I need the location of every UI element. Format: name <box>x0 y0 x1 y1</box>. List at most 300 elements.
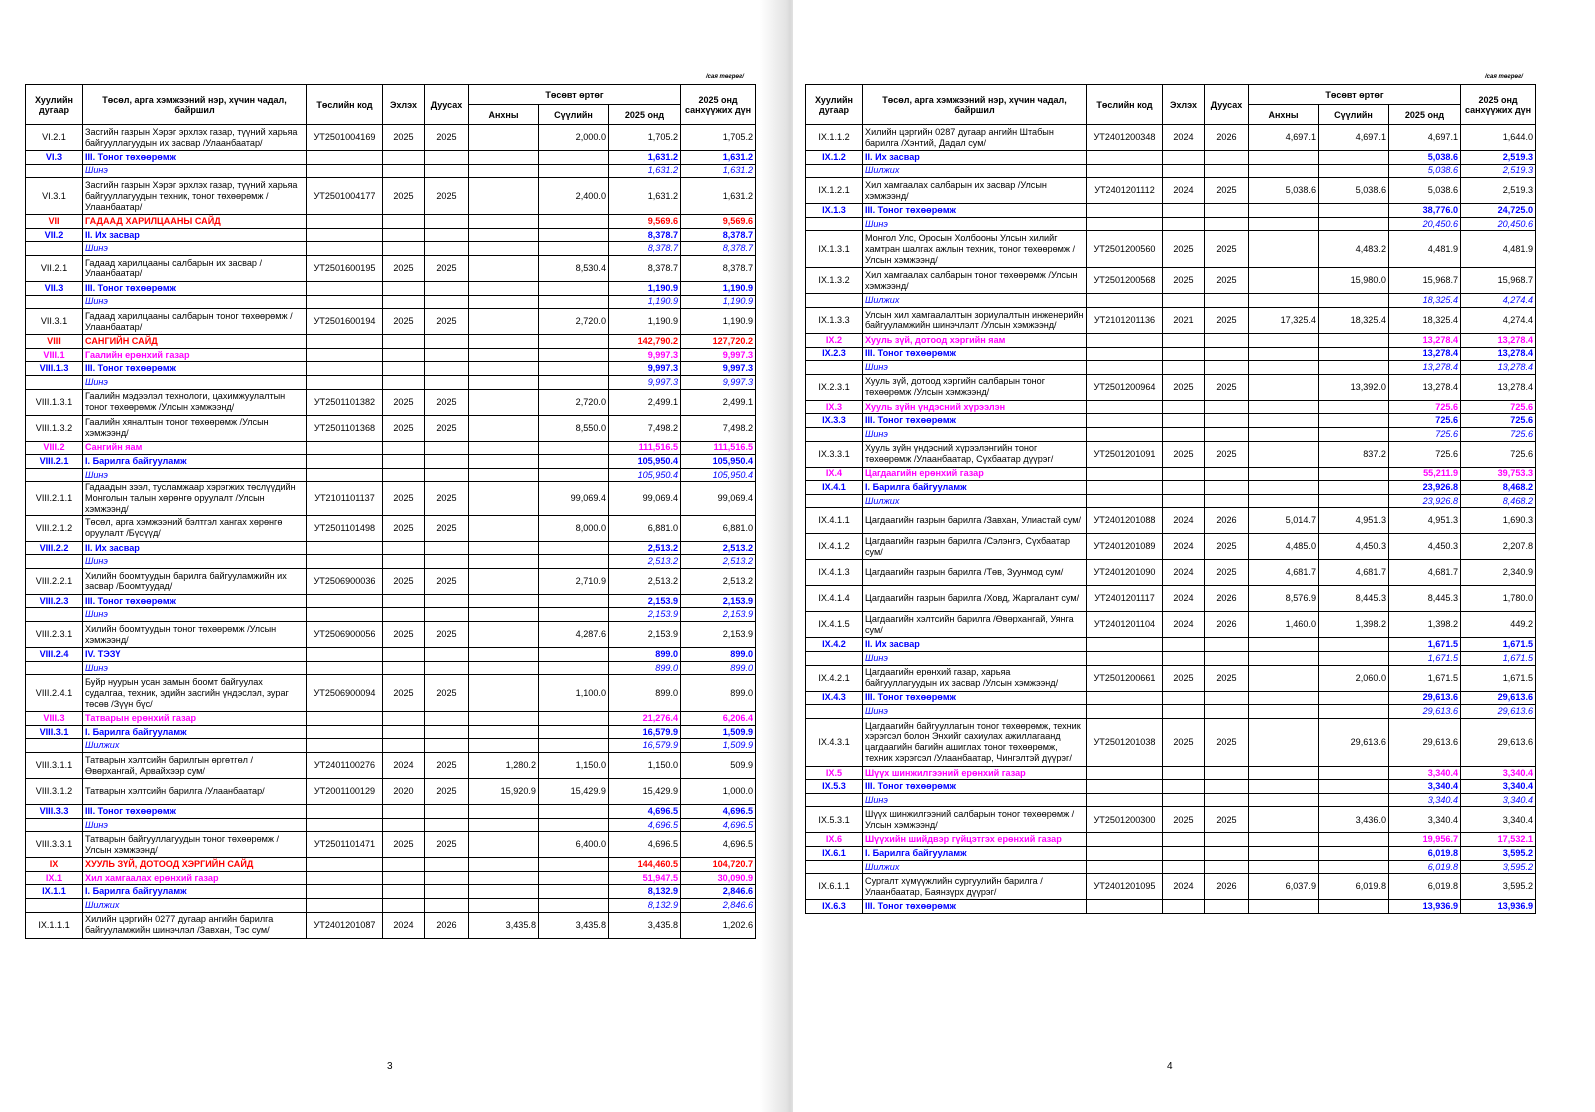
law-number-cell: VIII.2.1.1 <box>26 482 83 515</box>
cost-2025-cell: 23,926.8 <box>1389 494 1461 508</box>
budget-table-right <box>805 84 1536 914</box>
revised-cost-cell: 18,325.4 <box>1319 307 1389 333</box>
start-year-cell <box>383 335 425 349</box>
project-name-cell: Шинэ <box>863 427 1087 441</box>
revised-cost-cell <box>539 899 609 913</box>
project-code-cell <box>307 228 383 242</box>
project-name-cell: II. Их засвар <box>863 151 1087 165</box>
cost-2025-cell: 13,278.4 <box>1389 333 1461 347</box>
start-year-cell: 2025 <box>383 622 425 648</box>
law-number-cell <box>806 651 863 665</box>
cost-2025-cell: 1,705.2 <box>609 125 681 151</box>
revised-cost-cell <box>539 871 609 885</box>
end-year-cell: 2025 <box>425 415 469 441</box>
start-year-cell <box>1163 204 1205 218</box>
project-name-cell: II. Их засвар <box>863 638 1087 652</box>
start-year-cell: 2025 <box>1163 374 1205 400</box>
start-year-cell <box>383 362 425 376</box>
start-year-cell <box>1163 793 1205 807</box>
start-year-cell <box>383 805 425 819</box>
funding-2025-cell: 899.0 <box>681 675 756 712</box>
start-year-cell: 2024 <box>1163 178 1205 204</box>
cost-2025-cell: 13,278.4 <box>1389 347 1461 361</box>
project-code-cell <box>307 871 383 885</box>
project-name-cell: III. Тоног төхөөрөмж <box>863 691 1087 705</box>
project-row <box>806 807 1536 833</box>
revised-cost-cell: 1,100.0 <box>539 675 609 712</box>
header-end-year: Дуусах <box>425 85 469 125</box>
project-code-cell: УТ2401201117 <box>1087 586 1163 612</box>
subtotal-row <box>806 793 1536 807</box>
subtotal-row <box>806 217 1536 231</box>
group-row <box>26 348 756 362</box>
project-name-cell: Хил хамгаалах салбарын их засвар /Улсын хэмжээнд/ <box>863 178 1087 204</box>
law-number-cell: IX <box>26 858 83 872</box>
project-code-cell <box>1087 847 1163 861</box>
end-year-cell <box>1205 847 1249 861</box>
revised-cost-cell <box>539 805 609 819</box>
cost-2025-cell: 4,696.5 <box>609 832 681 858</box>
project-row <box>806 534 1536 560</box>
project-code-cell: УТ2001100129 <box>307 779 383 805</box>
start-year-cell <box>383 541 425 555</box>
law-number-cell <box>26 608 83 622</box>
funding-2025-cell: 17,532.1 <box>1461 833 1536 847</box>
cost-2025-cell: 2,153.9 <box>609 608 681 622</box>
end-year-cell: 2025 <box>1205 665 1249 691</box>
header-revised: Сүүлийн <box>1319 105 1389 125</box>
initial-cost-cell <box>1249 294 1319 308</box>
project-name-cell: Гадаад харилцааны салбарын их засвар /Улаанбаатар/ <box>83 255 307 281</box>
header-law-number: Хуулийн дугаар <box>806 85 863 125</box>
cost-2025-cell: 105,950.4 <box>609 455 681 469</box>
project-row <box>806 508 1536 534</box>
law-number-cell: IX.4.2 <box>806 638 863 652</box>
project-name-cell: Гадаадын зээл, тусламжаар хэрэгжих төслүүдийн Монголын талын хөрөнгө оруулалт /Улсын хэмжээнд/ <box>83 482 307 515</box>
end-year-cell: 2026 <box>1205 874 1249 900</box>
law-number-cell: IX.3 <box>806 400 863 414</box>
end-year-cell: 2025 <box>425 309 469 335</box>
start-year-cell <box>1163 638 1205 652</box>
project-name-cell: Улсын хил хамгаалалтын зориулалтын инженерийн байгууламжийн шинэчлэлт /Улсын хэмжээнд/ <box>863 307 1087 333</box>
initial-cost-cell <box>469 555 539 569</box>
law-number-cell: VIII.2.2.1 <box>26 568 83 594</box>
initial-cost-cell <box>469 335 539 349</box>
cost-2025-cell: 29,613.6 <box>1389 691 1461 705</box>
revised-cost-cell <box>1319 638 1389 652</box>
funding-2025-cell: 725.6 <box>1461 414 1536 428</box>
funding-2025-cell: 105,950.4 <box>681 468 756 482</box>
law-number-cell: IX.3.3 <box>806 414 863 428</box>
revised-cost-cell <box>1319 414 1389 428</box>
revised-cost-cell <box>1319 204 1389 218</box>
cost-2025-cell: 1,631.2 <box>609 164 681 178</box>
group-row <box>26 281 756 295</box>
group-row <box>806 833 1536 847</box>
revised-cost-cell <box>539 712 609 726</box>
group-row <box>26 455 756 469</box>
start-year-cell <box>383 739 425 753</box>
project-code-cell <box>1087 400 1163 414</box>
end-year-cell <box>1205 494 1249 508</box>
cost-2025-cell: 18,325.4 <box>1389 294 1461 308</box>
project-code-cell <box>1087 780 1163 794</box>
cost-2025-cell: 20,450.6 <box>1389 217 1461 231</box>
end-year-cell <box>425 335 469 349</box>
law-number-cell <box>26 899 83 913</box>
end-year-cell <box>1205 793 1249 807</box>
end-year-cell <box>1205 400 1249 414</box>
funding-2025-cell: 9,569.6 <box>681 215 756 229</box>
cost-2025-cell: 29,613.6 <box>1389 718 1461 766</box>
funding-2025-cell: 30,090.9 <box>681 871 756 885</box>
initial-cost-cell <box>1249 481 1319 495</box>
law-number-cell: VIII.2.4 <box>26 648 83 662</box>
end-year-cell <box>425 608 469 622</box>
initial-cost-cell <box>1249 467 1319 481</box>
revised-cost-cell: 2,720.0 <box>539 389 609 415</box>
cost-2025-cell: 21,276.4 <box>609 712 681 726</box>
revised-cost-cell: 837.2 <box>1319 441 1389 467</box>
revised-cost-cell: 29,613.6 <box>1319 718 1389 766</box>
start-year-cell <box>1163 847 1205 861</box>
project-code-cell: УТ2501101382 <box>307 389 383 415</box>
project-row <box>806 665 1536 691</box>
law-number-cell <box>806 361 863 375</box>
project-code-cell <box>1087 164 1163 178</box>
funding-2025-cell: 1,671.5 <box>1461 651 1536 665</box>
cost-2025-cell: 15,429.9 <box>609 779 681 805</box>
law-number-cell: VIII.2.4.1 <box>26 675 83 712</box>
project-row <box>806 231 1536 268</box>
end-year-cell <box>1205 361 1249 375</box>
funding-2025-cell: 509.9 <box>681 753 756 779</box>
page-number-right: 4 <box>1167 1061 1173 1072</box>
funding-2025-cell: 1,000.0 <box>681 779 756 805</box>
initial-cost-cell <box>469 215 539 229</box>
revised-cost-cell <box>1319 333 1389 347</box>
start-year-cell <box>383 725 425 739</box>
initial-cost-cell: 15,920.9 <box>469 779 539 805</box>
project-code-cell: УТ2401201095 <box>1087 874 1163 900</box>
header-initial: Анхны <box>1249 105 1319 125</box>
funding-2025-cell: 29,613.6 <box>1461 705 1536 719</box>
project-row <box>806 586 1536 612</box>
initial-cost-cell <box>1249 427 1319 441</box>
project-code-cell <box>1087 204 1163 218</box>
project-name-cell: Засгийн газрын Хэрэг эрхлэх газар, түүний харьяа байгууллагуудын техник, тоног төхөөрөмж /Улаанбаатар/ <box>83 178 307 215</box>
funding-2025-cell: 2,519.3 <box>1461 164 1536 178</box>
project-name-cell: Цагдаагийн ерөнхий газар, харьяа байгууллагуудын их засвар /Улсын хэмжээнд/ <box>863 665 1087 691</box>
project-row <box>26 912 756 938</box>
project-row <box>26 832 756 858</box>
law-number-cell: VIII.2.1.2 <box>26 515 83 541</box>
cost-2025-cell: 1,631.2 <box>609 151 681 165</box>
initial-cost-cell <box>1249 268 1319 294</box>
project-name-cell: Шинэ <box>863 217 1087 231</box>
project-code-cell: УТ2101101137 <box>307 482 383 515</box>
revised-cost-cell <box>539 348 609 362</box>
law-number-cell: VIII.2.3 <box>26 594 83 608</box>
end-year-cell <box>1205 705 1249 719</box>
end-year-cell: 2025 <box>425 482 469 515</box>
end-year-cell: 2025 <box>425 255 469 281</box>
cost-2025-cell: 142,790.2 <box>609 335 681 349</box>
start-year-cell: 2025 <box>383 178 425 215</box>
subtotal-row <box>26 661 756 675</box>
project-code-cell <box>307 818 383 832</box>
header-initial: Анхны <box>469 105 539 125</box>
revised-cost-cell <box>539 455 609 469</box>
initial-cost-cell <box>469 482 539 515</box>
cost-2025-cell: 725.6 <box>1389 414 1461 428</box>
initial-cost-cell: 6,037.9 <box>1249 874 1319 900</box>
cost-2025-cell: 6,881.0 <box>609 515 681 541</box>
end-year-cell <box>425 455 469 469</box>
start-year-cell <box>383 661 425 675</box>
start-year-cell <box>383 818 425 832</box>
project-row <box>806 560 1536 586</box>
revised-cost-cell <box>539 295 609 309</box>
initial-cost-cell <box>469 594 539 608</box>
law-number-cell: VIII.1.3.2 <box>26 415 83 441</box>
law-number-cell: IX.4.2.1 <box>806 665 863 691</box>
group-row <box>806 467 1536 481</box>
start-year-cell: 2025 <box>1163 441 1205 467</box>
law-number-cell <box>806 860 863 874</box>
end-year-cell <box>425 648 469 662</box>
cost-2025-cell: 2,153.9 <box>609 594 681 608</box>
funding-2025-cell: 13,278.4 <box>1461 374 1536 400</box>
project-code-cell <box>307 348 383 362</box>
end-year-cell <box>425 541 469 555</box>
project-name-cell: Сургалт хүмүүжлийн сургуулийн барилга /Улаанбаатар, Баянзүрх дүүрэг/ <box>863 874 1087 900</box>
project-code-cell <box>1087 427 1163 441</box>
project-name-cell: Шинэ <box>83 661 307 675</box>
project-code-cell <box>307 215 383 229</box>
project-name-cell: Татварын ерөнхий газар <box>83 712 307 726</box>
cost-2025-cell: 8,378.7 <box>609 228 681 242</box>
group-row <box>26 151 756 165</box>
cost-2025-cell: 6,019.8 <box>1389 874 1461 900</box>
funding-2025-cell: 1,690.3 <box>1461 508 1536 534</box>
project-code-cell <box>1087 833 1163 847</box>
end-year-cell: 2026 <box>1205 125 1249 151</box>
start-year-cell <box>383 555 425 569</box>
project-name-cell: Шилжих <box>863 494 1087 508</box>
initial-cost-cell <box>1249 651 1319 665</box>
project-name-cell: Татварын байгууллагуудын тоног төхөөрөмж /Улсын хэмжээнд/ <box>83 832 307 858</box>
start-year-cell: 2021 <box>1163 307 1205 333</box>
funding-2025-cell: 39,753.3 <box>1461 467 1536 481</box>
cost-2025-cell: 13,278.4 <box>1389 361 1461 375</box>
initial-cost-cell <box>469 178 539 215</box>
revised-cost-cell: 4,483.2 <box>1319 231 1389 268</box>
funding-2025-cell: 1,644.0 <box>1461 125 1536 151</box>
project-code-cell <box>307 899 383 913</box>
project-name-cell: Шинэ <box>863 361 1087 375</box>
initial-cost-cell: 4,697.1 <box>1249 125 1319 151</box>
funding-2025-cell: 99,069.4 <box>681 482 756 515</box>
initial-cost-cell <box>469 725 539 739</box>
law-number-cell: VII <box>26 215 83 229</box>
cost-2025-cell: 144,460.5 <box>609 858 681 872</box>
end-year-cell <box>425 242 469 256</box>
project-code-cell <box>1087 705 1163 719</box>
law-number-cell: VIII.3.1.2 <box>26 779 83 805</box>
initial-cost-cell: 17,325.4 <box>1249 307 1319 333</box>
project-row <box>806 268 1536 294</box>
project-name-cell: Шинэ <box>863 705 1087 719</box>
project-code-cell <box>307 885 383 899</box>
funding-2025-cell: 2,519.3 <box>1461 178 1536 204</box>
cost-2025-cell: 4,951.3 <box>1389 508 1461 534</box>
funding-2025-cell: 2,513.2 <box>681 541 756 555</box>
group-row <box>26 228 756 242</box>
project-name-cell: Шүүх шинжилгээний салбарын тоног төхөөрөмж /Улсын хэмжээнд/ <box>863 807 1087 833</box>
revised-cost-cell <box>1319 347 1389 361</box>
start-year-cell <box>1163 333 1205 347</box>
initial-cost-cell <box>469 818 539 832</box>
initial-cost-cell <box>469 739 539 753</box>
project-name-cell: Шинэ <box>83 608 307 622</box>
law-number-cell: IX.6.3 <box>806 900 863 914</box>
start-year-cell: 2025 <box>383 255 425 281</box>
law-number-cell: IX.1 <box>26 871 83 885</box>
initial-cost-cell <box>469 375 539 389</box>
project-code-cell: УТ2501101471 <box>307 832 383 858</box>
initial-cost-cell <box>1249 638 1319 652</box>
initial-cost-cell <box>1249 665 1319 691</box>
project-name-cell: Шинэ <box>83 555 307 569</box>
end-year-cell <box>1205 900 1249 914</box>
law-number-cell: IX.6 <box>806 833 863 847</box>
revised-cost-cell: 2,720.0 <box>539 309 609 335</box>
project-code-cell <box>307 295 383 309</box>
funding-2025-cell: 2,846.6 <box>681 885 756 899</box>
project-code-cell <box>307 594 383 608</box>
law-number-cell: IX.6.1.1 <box>806 874 863 900</box>
subtotal-row <box>806 427 1536 441</box>
group-row <box>26 335 756 349</box>
revised-cost-cell: 2,710.9 <box>539 568 609 594</box>
project-code-cell: УТ2501200560 <box>1087 231 1163 268</box>
group-row <box>26 215 756 229</box>
cost-2025-cell: 1,190.9 <box>609 309 681 335</box>
initial-cost-cell <box>1249 400 1319 414</box>
cost-2025-cell: 8,132.9 <box>609 885 681 899</box>
project-name-cell: ГАДААД ХАРИЛЦААНЫ САЙД <box>83 215 307 229</box>
end-year-cell <box>425 818 469 832</box>
law-number-cell: IX.1.2.1 <box>806 178 863 204</box>
header-in-2025: 2025 онд <box>1389 105 1461 125</box>
project-code-cell <box>307 555 383 569</box>
revised-cost-cell <box>1319 705 1389 719</box>
group-row <box>26 441 756 455</box>
start-year-cell: 2025 <box>383 568 425 594</box>
subtotal-row <box>806 164 1536 178</box>
revised-cost-cell <box>539 441 609 455</box>
project-row <box>26 389 756 415</box>
cost-2025-cell: 725.6 <box>1389 427 1461 441</box>
revised-cost-cell <box>539 858 609 872</box>
initial-cost-cell <box>1249 231 1319 268</box>
group-row <box>26 648 756 662</box>
end-year-cell <box>425 725 469 739</box>
project-code-cell <box>307 739 383 753</box>
project-row <box>806 178 1536 204</box>
project-name-cell: Шинэ <box>83 242 307 256</box>
project-name-cell: III. Тоног төхөөрөмж <box>83 805 307 819</box>
project-name-cell: III. Тоног төхөөрөмж <box>83 281 307 295</box>
law-number-cell: IX.1.1.2 <box>806 125 863 151</box>
cost-2025-cell: 99,069.4 <box>609 482 681 515</box>
cost-2025-cell: 16,579.9 <box>609 725 681 739</box>
initial-cost-cell <box>469 295 539 309</box>
funding-2025-cell: 8,378.7 <box>681 255 756 281</box>
project-name-cell: Хууль зүйн үндэсний хүрээлэн <box>863 400 1087 414</box>
start-year-cell: 2025 <box>383 415 425 441</box>
revised-cost-cell: 6,019.8 <box>1319 874 1389 900</box>
project-code-cell <box>1087 494 1163 508</box>
funding-2025-cell: 4,274.4 <box>1461 294 1536 308</box>
project-code-cell <box>307 455 383 469</box>
revised-cost-cell <box>1319 691 1389 705</box>
initial-cost-cell <box>469 832 539 858</box>
end-year-cell: 2025 <box>1205 231 1249 268</box>
funding-2025-cell: 1,202.6 <box>681 912 756 938</box>
start-year-cell <box>1163 294 1205 308</box>
start-year-cell <box>383 151 425 165</box>
funding-2025-cell: 1,631.2 <box>681 178 756 215</box>
end-year-cell: 2025 <box>425 753 469 779</box>
revised-cost-cell <box>1319 361 1389 375</box>
end-year-cell <box>1205 780 1249 794</box>
end-year-cell <box>425 295 469 309</box>
funding-2025-cell: 104,720.7 <box>681 858 756 872</box>
start-year-cell: 2024 <box>1163 508 1205 534</box>
initial-cost-cell <box>1249 807 1319 833</box>
header-project-code: Төслийн код <box>1087 85 1163 125</box>
law-number-cell: VIII.3.3 <box>26 805 83 819</box>
revised-cost-cell <box>539 151 609 165</box>
start-year-cell: 2025 <box>383 675 425 712</box>
funding-2025-cell: 1,631.2 <box>681 151 756 165</box>
funding-2025-cell: 1,190.9 <box>681 281 756 295</box>
initial-cost-cell <box>469 164 539 178</box>
project-code-cell: УТ2101201136 <box>1087 307 1163 333</box>
start-year-cell: 2025 <box>1163 718 1205 766</box>
project-name-cell: Шинэ <box>83 375 307 389</box>
project-name-cell: III. Тоног төхөөрөмж <box>863 204 1087 218</box>
revised-cost-cell <box>1319 164 1389 178</box>
project-name-cell: Шинэ <box>83 295 307 309</box>
project-name-cell: Хууль зүй, дотоод хэргийн салбарын тоног төхөөрөмж /Улсын хэмжээнд/ <box>863 374 1087 400</box>
cost-2025-cell: 13,278.4 <box>1389 374 1461 400</box>
law-number-cell <box>26 555 83 569</box>
funding-2025-cell: 1,509.9 <box>681 725 756 739</box>
end-year-cell <box>425 468 469 482</box>
cost-2025-cell: 3,435.8 <box>609 912 681 938</box>
cost-2025-cell: 9,997.3 <box>609 362 681 376</box>
law-number-cell <box>26 375 83 389</box>
group-row <box>806 414 1536 428</box>
header-estimated-cost: Төсөвт өртөг <box>469 85 681 105</box>
revised-cost-cell <box>1319 833 1389 847</box>
start-year-cell <box>383 375 425 389</box>
end-year-cell <box>425 228 469 242</box>
end-year-cell <box>425 899 469 913</box>
